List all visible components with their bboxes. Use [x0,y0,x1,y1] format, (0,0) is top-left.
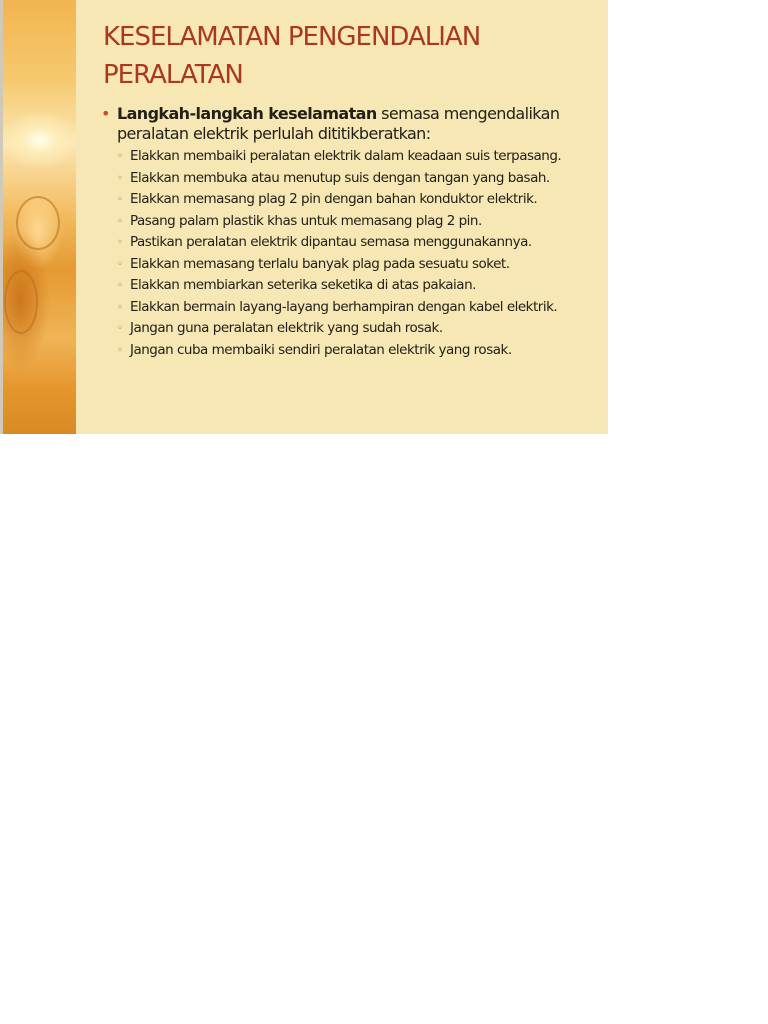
slide-title: KESELAMATAN PENGENDALIAN PERALATAN [103,22,481,90]
list-item [117,299,591,316]
slide-edge [0,0,3,434]
circle-bullet-icon: ◦ [117,344,123,356]
slide-content [101,104,591,363]
list-item-text: Elakkan membaiki peralatan elektrik dalam keadaan suis terpasang. [130,148,562,164]
list-item-text: Pastikan peralatan elektrik dipantau semasa menggunakannya. [130,234,532,250]
main-bullet-bold-text: Langkah-langkah keselamatan [117,104,377,123]
main-bullet [101,104,591,144]
sub-bullet-list [101,148,591,358]
light-bulb-image [0,0,76,434]
circle-bullet-icon: ◦ [117,280,123,291]
list-item-text: Elakkan memasang plag 2 pin dengan bahan konduktor elektrik. [130,191,538,207]
circle-bullet-icon: ◦ [117,172,123,184]
bulb-glow-decoration [4,270,38,334]
list-item [117,234,591,251]
list-item [117,256,591,273]
circle-bullet-icon: ◦ [117,323,123,334]
bulb-glow-decoration [16,196,60,250]
list-item-text: Pasang palam plastik khas untuk memasang plag 2 pin. [130,212,482,229]
circle-bullet-icon: ◦ [117,151,123,162]
circle-bullet-icon: ◦ [117,194,123,205]
circle-bullet-icon: ◦ [117,258,123,270]
list-item [117,213,591,230]
circle-bullet-icon: ◦ [117,301,123,313]
circle-bullet-icon: ◦ [117,237,123,248]
main-bullet-text: semasa mengendalikan peralatan elektrik perlulah dititikberatkan: [117,104,560,143]
list-item-text: Jangan cuba membaiki sendiri peralatan elektrik yang rosak. [130,341,512,358]
list-item [117,170,591,187]
list-item-text: Elakkan bermain layang-layang berhampiran dengan kabel elektrik. [130,298,558,315]
list-item [117,277,591,294]
list-item-text: Elakkan memasang terlalu banyak plag pada sesuatu soket. [130,255,510,272]
list-item-text: Jangan guna peralatan elektrik yang sudah rosak. [130,320,443,336]
list-item-text: Elakkan membuka atau menutup suis dengan tangan yang basah. [130,169,550,186]
list-item [117,342,591,359]
circle-bullet-icon: ◦ [117,215,123,227]
bullet-dot-icon: • [101,104,110,123]
list-item [117,148,591,165]
slide [0,0,608,434]
list-item-text: Elakkan membiarkan seterika seketika di atas pakaian. [130,277,476,293]
list-item [117,320,591,337]
list-item [117,191,591,208]
